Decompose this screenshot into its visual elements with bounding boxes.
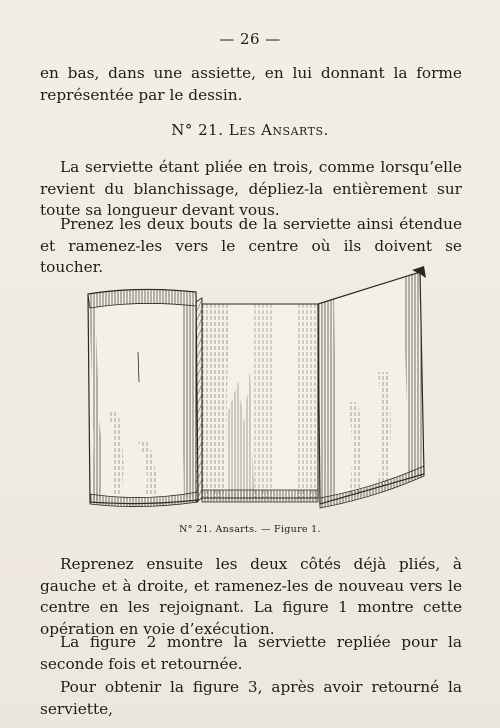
paragraph-1: La serviette étant pliée en trois, comme lorsqu’elle revient du blanchissage, dépliez-la entièrement sur toute sa longueur devant vous.	[40, 158, 462, 219]
figure-caption: N° 21. Ansarts. — Figure 1.	[179, 524, 321, 535]
section-heading	[0, 121, 500, 139]
paragraph-5: Pour obtenir la figure 3, après avoir retourné la serviette,	[40, 678, 462, 718]
napkin-illustration	[78, 262, 430, 520]
section-number: N° 21.	[171, 121, 224, 139]
paragraph-3: Reprenez ensuite les deux côtés déjà pliés, à gauche et à droite, et ramenez-les de nouveau vers le centre en les rejoignant. La figure 1 montre cette opération en voie d’exécution.	[40, 555, 462, 638]
section-title: Les Ansarts.	[228, 121, 329, 139]
paragraph-2: Prenez les deux bouts de la serviette ainsi étendue et ramenez-les vers le centre où ils doivent se toucher.	[40, 215, 462, 276]
paragraph-continuation: en bas, dans une assiette, en lui donnant la forme représentée par le dessin.	[40, 64, 462, 104]
left-fold-panel	[88, 289, 198, 506]
center-panel	[196, 298, 318, 502]
page-number: — 26 —	[219, 30, 281, 48]
paragraph-4: La figure 2 montre la serviette repliée pour la seconde fois et retournée.	[40, 633, 462, 673]
right-fold-panel	[318, 266, 426, 508]
